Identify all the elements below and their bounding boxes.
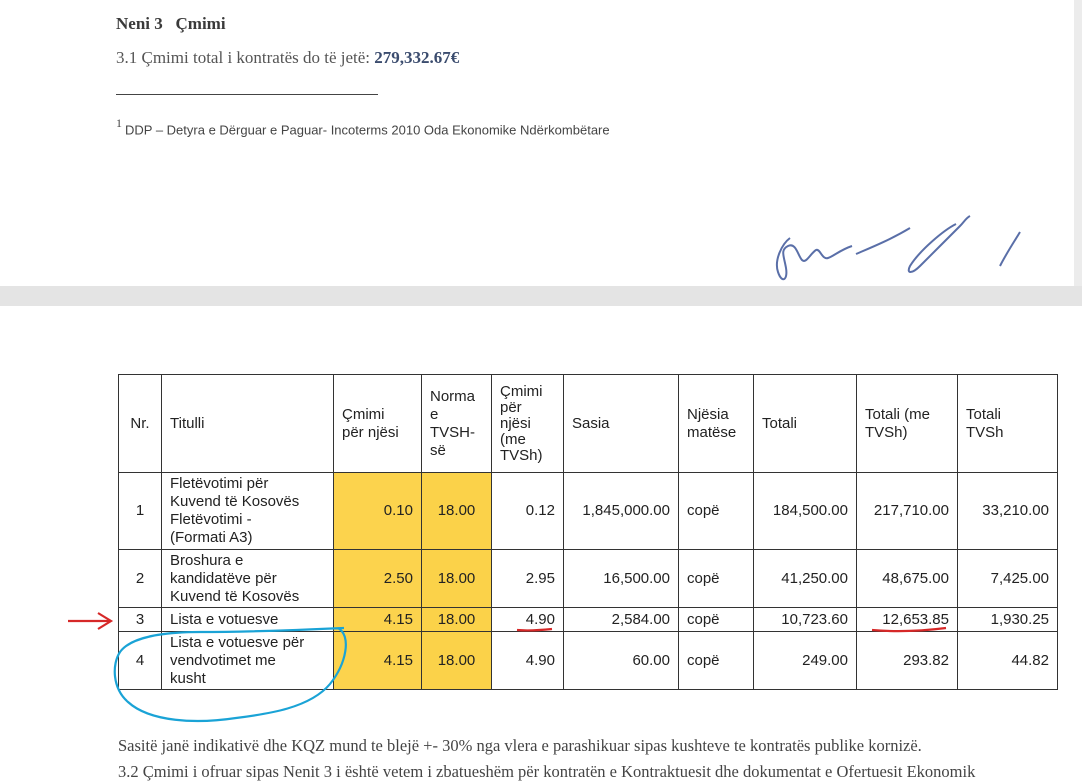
row-vat-total: 1,930.25 <box>958 608 1058 632</box>
row-total: 10,723.60 <box>754 608 857 632</box>
header-nr: Nr. <box>119 375 162 473</box>
price-table <box>118 374 1058 690</box>
header-vat-rate: Norma e TVSH- së <box>422 375 492 473</box>
header-title: Titulli <box>162 375 334 473</box>
row-quantity: 16,500.00 <box>564 550 679 608</box>
row-vat-rate: 18.00 <box>422 473 492 550</box>
row-vat-total: 33,210.00 <box>958 473 1058 550</box>
table-row <box>119 550 1058 608</box>
row-unit-price-vat: 4.90 <box>492 632 564 690</box>
row-quantity: 1,845,000.00 <box>564 473 679 550</box>
row-total: 184,500.00 <box>754 473 857 550</box>
row-total-vat: 217,710.00 <box>857 473 958 550</box>
price-clause <box>116 48 459 68</box>
row-nr: 4 <box>119 632 162 690</box>
row-unit: copë <box>679 632 754 690</box>
header-unit-price-vat: Çmimi për njësi (me TVSh) <box>492 375 564 473</box>
total-amount: 279,332.67€ <box>374 48 460 67</box>
row-quantity: 2,584.00 <box>564 608 679 632</box>
footnote-mark: 1 <box>116 116 122 130</box>
note-text: Sasitë janë indikativë dhe KQZ mund te blejë +- 30% nga vlera e parashikuar sipas kushteve te kontratës publike kornizë. <box>118 736 922 755</box>
table-row <box>119 608 1058 632</box>
red-arrow-icon <box>68 613 111 629</box>
row-vat-total: 44.82 <box>958 632 1058 690</box>
row-unit-price-vat: 0.12 <box>492 473 564 550</box>
page-gap <box>0 286 1082 306</box>
footnote <box>116 118 610 137</box>
page-edge <box>1074 0 1082 286</box>
header-unit: Njësia matëse <box>679 375 754 473</box>
row-total-vat: 48,675.00 <box>857 550 958 608</box>
row-total-vat: 293.82 <box>857 632 958 690</box>
table-row <box>119 473 1058 550</box>
row-title: Lista e votuesve për vendvotimet me kusht <box>162 632 334 690</box>
row-nr: 1 <box>119 473 162 550</box>
row-unit-price: 4.15 <box>334 608 422 632</box>
header-total-vat: Totali (me TVSh) <box>857 375 958 473</box>
row-nr: 3 <box>119 608 162 632</box>
row-unit-price-vat: 2.95 <box>492 550 564 608</box>
row-unit-price: 2.50 <box>334 550 422 608</box>
row-vat-rate: 18.00 <box>422 550 492 608</box>
header-vat-total: Totali TVSh <box>958 375 1058 473</box>
row-unit: copë <box>679 550 754 608</box>
row-title: Lista e votuesve <box>162 608 334 632</box>
footnote-separator <box>116 94 378 95</box>
row-total-vat: 12,653.85 <box>857 608 958 632</box>
row-unit: copë <box>679 473 754 550</box>
row-unit-price-vat: 4.90 <box>492 608 564 632</box>
section-heading: Neni 3 Çmimi <box>116 14 226 33</box>
signature-icon <box>760 210 1040 290</box>
row-vat-total: 7,425.00 <box>958 550 1058 608</box>
row-unit-price: 0.10 <box>334 473 422 550</box>
clause-text: 3.1 Çmimi total i kontratës do të jetë: <box>116 48 375 67</box>
row-quantity: 60.00 <box>564 632 679 690</box>
header-quantity: Sasia <box>564 375 679 473</box>
header-total: Totali <box>754 375 857 473</box>
row-vat-rate: 18.00 <box>422 632 492 690</box>
note-text-cut: 3.2 Çmimi i ofruar sipas Nenit 3 i është vetem i zbatueshëm për kontratën e Kontraktuesit dhe dokumentat e Ofertuesit Ekonomik <box>118 762 976 781</box>
table-row <box>119 632 1058 690</box>
row-title: Fletëvotimi për Kuvend të Kosovës Fletëvotimi - (Formati A3) <box>162 473 334 550</box>
row-unit-price: 4.15 <box>334 632 422 690</box>
row-unit: copë <box>679 608 754 632</box>
row-title: Broshura e kandidatëve për Kuvend të Kosovës <box>162 550 334 608</box>
row-nr: 2 <box>119 550 162 608</box>
header-unit-price: Çmimi për njësi <box>334 375 422 473</box>
table-header-row <box>119 375 1058 473</box>
row-total: 41,250.00 <box>754 550 857 608</box>
footnote-text: DDP – Detyra e Dërguar e Paguar- Incoterms 2010 Oda Ekonomike Ndërkombëtare <box>125 122 610 138</box>
contract-page-top <box>0 0 1082 286</box>
row-total: 249.00 <box>754 632 857 690</box>
row-vat-rate: 18.00 <box>422 608 492 632</box>
